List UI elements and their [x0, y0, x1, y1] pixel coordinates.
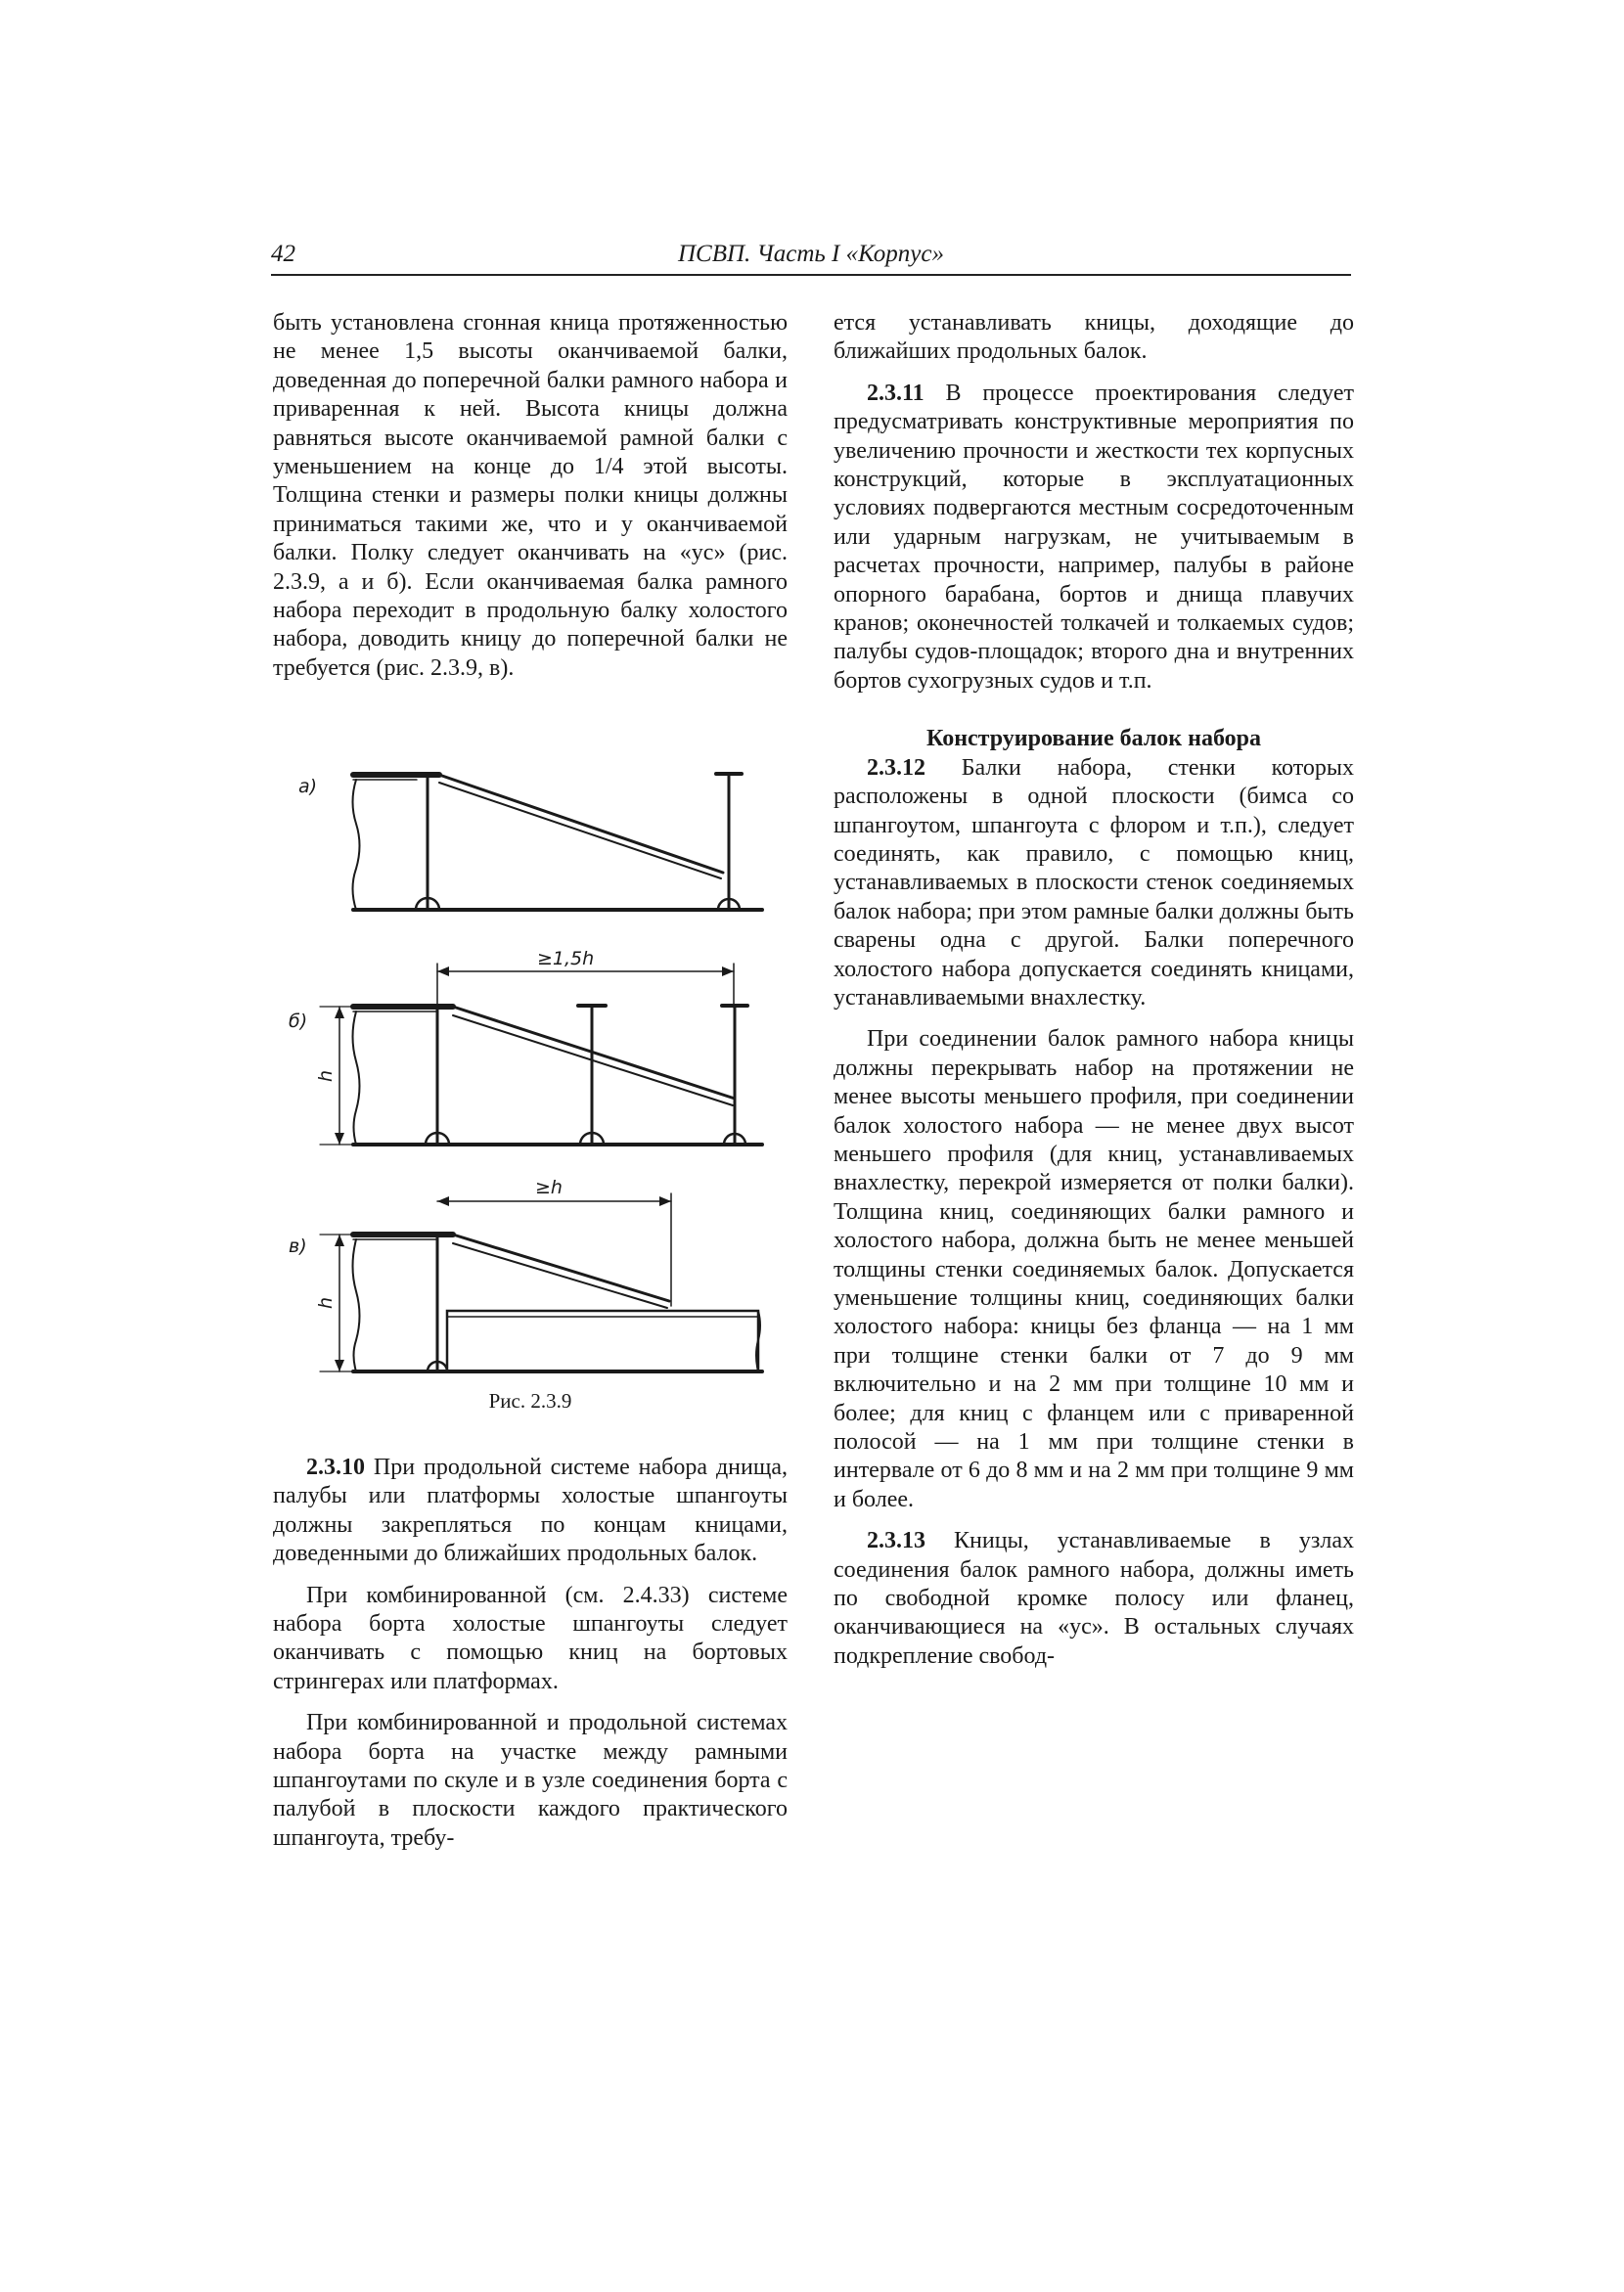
height-label-b: h: [315, 1069, 337, 1082]
running-header: [271, 239, 1351, 276]
diagram-c: [320, 1193, 762, 1371]
paragraph-continued: быть установлена сгонная кница протяженностью не менее 1,5 высоты оканчиваемой балки, доведенная до поперечной балки рамного набора и приваренная к ней. Высота кницы должна равняться высоте оканчиваемой рамной балки с уменьшением на конце до 1/4 этой высоты. Толщина стенки и размеры полки кницы должны приниматься такими же, что и у оканчиваемой балки. Полку следует оканчивать на «ус» (рис. 2.3.9, а и б). Если оканчиваемая балка рамного набора переходит в продольную балку холостого набора, доводить кницу до поперечной балки не требуется (рис. 2.3.9, в).: [273, 310, 788, 681]
paragraph-2-3-13: 2.3.13 Кницы, устанавливаемые в узлах соединения балок рамного набора, должны иметь по свободной кромке полосу или фланец, оканчивающиеся на «ус». В остальных случаях подкрепление свобод-: [834, 1528, 1354, 1669]
right-column: [834, 309, 1354, 1671]
paragraph: При комбинированной (см. 2.4.33) системе набора борта холостые шпангоуты следует оканчивать с помощью книц на бортовых стрингерах или платформах.: [273, 1582, 788, 1694]
figure-drawing: [273, 763, 788, 1389]
running-title: ПСВП. Часть I «Корпус»: [678, 241, 944, 267]
dimension-b: ≥1,5h: [537, 948, 595, 969]
diagram-a: [353, 774, 763, 910]
paragraph: При комбинированной и продольной системах набора борта на участке между рамными шпангоутами по скуле и в узле соединения борта с палубой в плоскости каждого практического шпангоута, требу-: [273, 1710, 788, 1851]
height-label-c: h: [315, 1296, 337, 1309]
bracket-a: [439, 775, 723, 873]
paragraph-2-3-12: 2.3.12 Балки набора, стенки которых расположены в одной плоскости (бимса со шпангоутом, шпангоута с флором и т.п.), следует соединять, как правило, с помощью книц, устанавливаемых в плоскости стенок соединяемых балок набора; при этом рамные балки должны быть сварены одна с другой. Балки поперечного холостого набора допускается соединять кницами, устанавливаемыми внахлестку.: [834, 754, 1354, 1011]
section-number: 2.3.12: [867, 754, 925, 781]
label-a: а): [298, 776, 318, 797]
figure-caption: Рис. 2.3.9: [488, 1389, 572, 1413]
paragraph-2-3-11: 2.3.11 В процессе проектирования следует предусматривать конструктивные мероприятия по увеличению прочности и жесткости тех корпусных конструкций, которые в эксплуатационных условиях подвергаются местным сосредоточенным или ударным нагрузкам, не учитываемым в расчетах прочности, например, палубы в районе опорного барабана, бортов и днища плавучих кранов; оконечностей толкачей и толкаемых судов; палубы судов-площадок; второго дна и внутренних бортов сухогрузных судов и т.п.: [834, 380, 1354, 694]
section-number: 2.3.13: [867, 1528, 925, 1554]
dimension-c: ≥h: [535, 1177, 563, 1198]
paragraph-2-3-10: 2.3.10 При продольной системе набора днища, палубы или платформы холостые шпангоуты должны закрепляться по концам кницами, доведенными до ближайших продольных балок.: [273, 1455, 788, 1567]
label-c: в): [289, 1236, 307, 1257]
page-number: 42: [271, 241, 295, 267]
left-column-bottom: [273, 1454, 788, 1853]
section-heading: Конструирование балок набора: [925, 726, 1261, 752]
paragraph: При соединении балок рамного набора кницы должны перекрывать набор на протяжении не менее высоты меньшего профиля, при соединении балок холостого набора — не менее двух высот меньшего профиля (для книц, устанавливаемых внахлестку, перекрой измеряется от полки балки). Толщина книц, соединяющих балки рамного и холостого набора, должна быть не менее меньшей толщины стенки соединяемых балок. Допускается уменьшение толщины книц, соединяющих балки холостого набора: кницы без фланца — на 1 мм при толщине стенки балки от 7 до 9 мм включительно и на 2 мм при толщине 10 мм и более; для книц с фланцем или с приваренной полосой — на 1 мм при толщине стенки в интервале от 6 до 8 мм и на 2 мм при толщине 9 мм и более.: [834, 1026, 1354, 1512]
left-column-top: [273, 309, 788, 683]
figure-2-3-9: [273, 763, 788, 1428]
diagram-b: [320, 964, 762, 1145]
section-number: 2.3.10: [306, 1455, 365, 1480]
paragraph-continued: ется устанавливать кницы, доходящие до ближайших продольных балок.: [834, 310, 1354, 365]
section-number: 2.3.11: [867, 380, 925, 406]
label-b: б): [289, 1011, 308, 1032]
